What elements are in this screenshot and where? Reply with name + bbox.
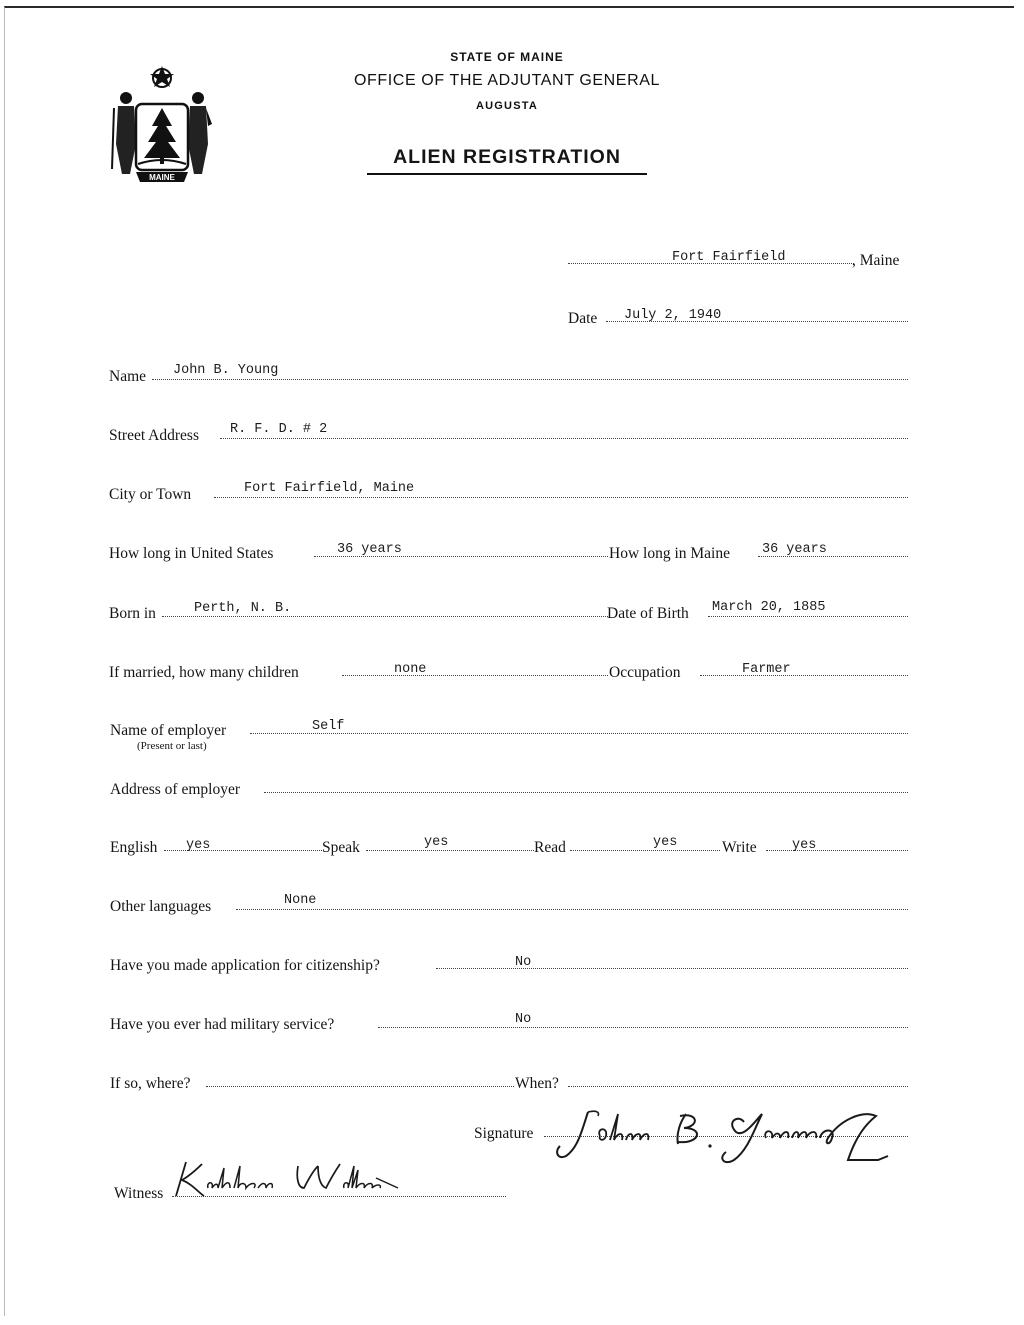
dob-line — [708, 616, 908, 617]
speak-line — [366, 850, 534, 851]
other-lang-line — [236, 909, 908, 910]
city-line — [214, 497, 908, 498]
applicant-signature — [548, 1100, 908, 1170]
street-value: R. F. D. # 2 — [230, 422, 328, 437]
street-line — [220, 438, 908, 439]
military-value: No — [515, 1012, 532, 1027]
citizenship-line — [436, 968, 908, 969]
citizenship-label: Have you made application for citizenship? — [110, 957, 380, 974]
when-label: When? — [515, 1075, 559, 1092]
military-label: Have you ever had military service? — [110, 1016, 335, 1033]
city-value: Fort Fairfield, Maine — [244, 481, 415, 496]
us-label: How long in United States — [109, 545, 274, 562]
date-value: July 2, 1940 — [624, 308, 722, 323]
employer-sub-label: (Present or last) — [137, 740, 207, 752]
place-label: , Maine — [852, 252, 900, 269]
where-label: If so, where? — [110, 1075, 191, 1092]
write-line — [766, 850, 908, 851]
occupation-label: Occupation — [609, 664, 681, 681]
children-line — [342, 675, 608, 676]
seal-label: MAINE — [149, 173, 175, 182]
employer-value: Self — [312, 719, 345, 734]
maine-value: 36 years — [762, 542, 827, 557]
signature-label: Signature — [474, 1125, 534, 1142]
name-label: Name — [109, 368, 147, 385]
english-label: English — [110, 839, 158, 856]
header-city: AUGUSTA — [476, 100, 538, 112]
occupation-value: Farmer — [742, 662, 791, 677]
where-line — [206, 1086, 514, 1087]
name-value: John B. Young — [173, 363, 279, 378]
write-value: yes — [792, 838, 817, 853]
employer-label: Name of employer — [110, 722, 227, 739]
speak-label: Speak — [322, 839, 360, 856]
header-office: OFFICE OF THE ADJUTANT GENERAL — [353, 72, 661, 89]
maine-label: How long in Maine — [609, 545, 730, 562]
witness-signature — [168, 1158, 408, 1203]
born-label: Born in — [109, 605, 156, 622]
write-label: Write — [722, 839, 757, 856]
citizenship-value: No — [515, 955, 532, 970]
name-line — [152, 379, 908, 380]
born-line — [162, 616, 608, 617]
dob-value: March 20, 1885 — [712, 600, 826, 615]
form-title: ALIEN REGISTRATION — [367, 146, 647, 175]
born-value: Perth, N. B. — [194, 601, 292, 616]
read-label: Read — [534, 839, 566, 856]
military-line — [378, 1027, 908, 1028]
employer-line — [250, 733, 908, 734]
other-lang-label: Other languages — [110, 898, 212, 915]
witness-label: Witness — [114, 1185, 164, 1202]
when-line — [568, 1086, 908, 1087]
emp-address-label: Address of employer — [110, 781, 240, 798]
emp-address-line — [264, 792, 908, 793]
dob-label: Date of Birth — [607, 605, 689, 622]
read-line — [570, 850, 720, 851]
us-value: 36 years — [337, 542, 402, 557]
english-value: yes — [186, 838, 211, 853]
read-value: yes — [653, 835, 678, 850]
street-label: Street Address — [109, 427, 199, 444]
other-lang-value: None — [284, 893, 317, 908]
speak-value: yes — [424, 835, 449, 850]
children-value: none — [394, 662, 427, 677]
city-label: City or Town — [109, 486, 192, 503]
children-label: If married, how many children — [109, 664, 299, 681]
date-label: Date — [568, 310, 598, 327]
occupation-line — [700, 675, 908, 676]
header-state: STATE OF MAINE — [450, 50, 564, 64]
place-value: Fort Fairfield — [672, 250, 786, 265]
